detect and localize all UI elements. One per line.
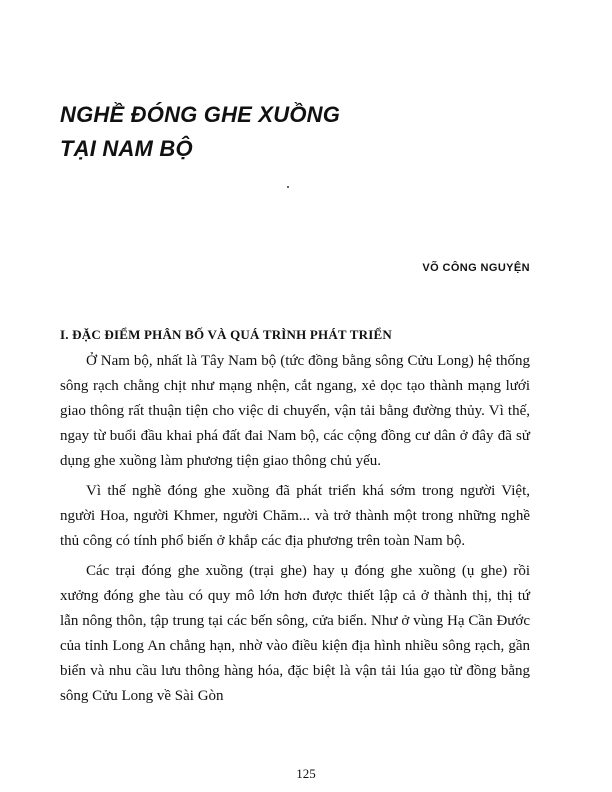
body-text xyxy=(60,349,530,714)
paragraph: Các trại đóng ghe xuồng (trại ghe) hay ụ đóng ghe xuồng (ụ ghe) rồi xưởng đóng ghe tàu có quy mô lớn hơn được thiết lập cả ở thành thị, thị tứ lẫn nông thôn, tập trung tại các bến sông, cửa biển. Như ở vùng Hạ Cần Đước của tỉnh Long An chẳng hạn, nhờ vào điều kiện địa hình nhiều sông rạch, gần biển và nhu cầu lưu thông hàng hóa, đặc biệt là vận tải lúa gạo từ đồng bằng sông Cửu Long về Sài Gòn xyxy=(60,563,530,704)
chapter-title-line-1: NGHỀ ĐÓNG GHE XUỒNG xyxy=(60,102,341,127)
ink-speck xyxy=(287,186,289,188)
paragraph: Ở Nam bộ, nhất là Tây Nam bộ (tức đồng bằng sông Cửu Long) hệ thống sông rạch chằng chịt như mạng nhện, cắt ngang, xẻ dọc tạo thành mạng lưới giao thông rất thuận tiện cho việc di chuyển, vận tải bằng đường thủy. Vì thế, ngay từ buổi đầu khai phá đất đai Nam bộ, các cộng đồng cư dân ở đây đã sử dụng ghe xuồng làm phương tiện giao thông chủ yếu. xyxy=(60,353,530,469)
author-name: VÕ CÔNG NGUYỆN xyxy=(422,262,530,274)
section-heading: I. ĐẶC ĐIỂM PHÂN BỐ VÀ QUÁ TRÌNH PHÁT TRIỂN xyxy=(60,327,392,342)
chapter-title-line-2: TẠI NAM BỘ xyxy=(60,136,193,161)
paragraph: Vì thế nghề đóng ghe xuồng đã phát triển khá sớm trong người Việt, người Hoa, người Khmer, người Chăm... và trở thành một trong những nghề thủ công có tính phổ biến ở khắp các địa phương trên toàn Nam bộ. xyxy=(60,483,530,549)
chapter-title xyxy=(60,98,340,166)
page-number: 125 xyxy=(296,766,316,781)
